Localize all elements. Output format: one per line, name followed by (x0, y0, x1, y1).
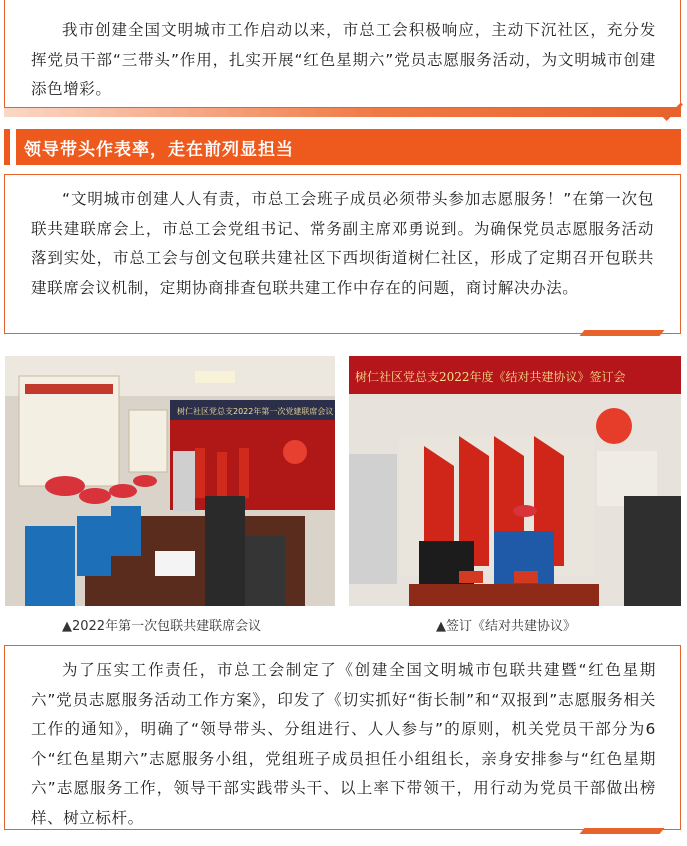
corner-decoration-bottom (579, 828, 664, 834)
signing-photo-caption: ▲签订《结对共建协议》 (436, 619, 576, 634)
responsibility-box (4, 645, 681, 830)
intro-bottom-bar (4, 108, 681, 117)
responsibility-paragraph: 为了压实工作责任，市总工会制定了《创建全国文明城市包联共建暨“红色星期六”党员志愿服务活动工作方案》，印发了《切实抓好“街长制”和“双报到”志愿服务相关工作的通知》，明确了“领导带头、分组进行、人人参与”的原则，机关党员干部分为6个“红色星期六”志愿服务小组，党组班子成员担任小组组长，亲身安排参与“红色星期六”志愿服务工作，领导干部实践带头干、以上率下带领干，用行动为党员干部做出榜样、树立标杆。 (31, 661, 656, 827)
meeting-photo-caption: ▲2022年第一次包联共建联席会议 (62, 619, 262, 634)
corner-decoration (579, 330, 664, 336)
intro-box (4, 0, 681, 108)
section-heading (4, 129, 681, 165)
leadership-box (4, 174, 681, 334)
signing-banner-text: 树仁社区党总支2022年度《结对共建协议》签订会 (355, 370, 626, 384)
leadership-paragraph: “文明城市创建人人有责，市总工会班子成员必须带头参加志愿服务！”在第一次包联共建联席会上，市总工会党组书记、常务副主席邓勇说到。为确保党员志愿服务活动落到实处，市总工会与创文包联共建社区下西坝街道树仁社区，形成了定期召开包联共建联席会议机制，定期协商排查包联共建工作中存在的问题，商讨解决办法。 (31, 190, 654, 297)
intro-paragraph: 我市创建全国文明城市工作启动以来，市总工会积极响应，主动下沉社区，充分发挥党员干部“三带头”作用，扎实开展“红色星期六”党员志愿服务活动，为文明城市创建添色增彩。 (31, 21, 656, 98)
meeting-photo-image (5, 356, 335, 606)
section-title: 领导带头作表率，走在前列显担当 (24, 140, 294, 160)
signing-photo-image (349, 356, 681, 606)
meeting-photo (5, 356, 335, 606)
heading-marker-icon (10, 129, 16, 165)
signing-photo (349, 356, 681, 606)
meeting-banner-text: 树仁社区党总支2022年第一次党建联席会议 (177, 407, 334, 416)
